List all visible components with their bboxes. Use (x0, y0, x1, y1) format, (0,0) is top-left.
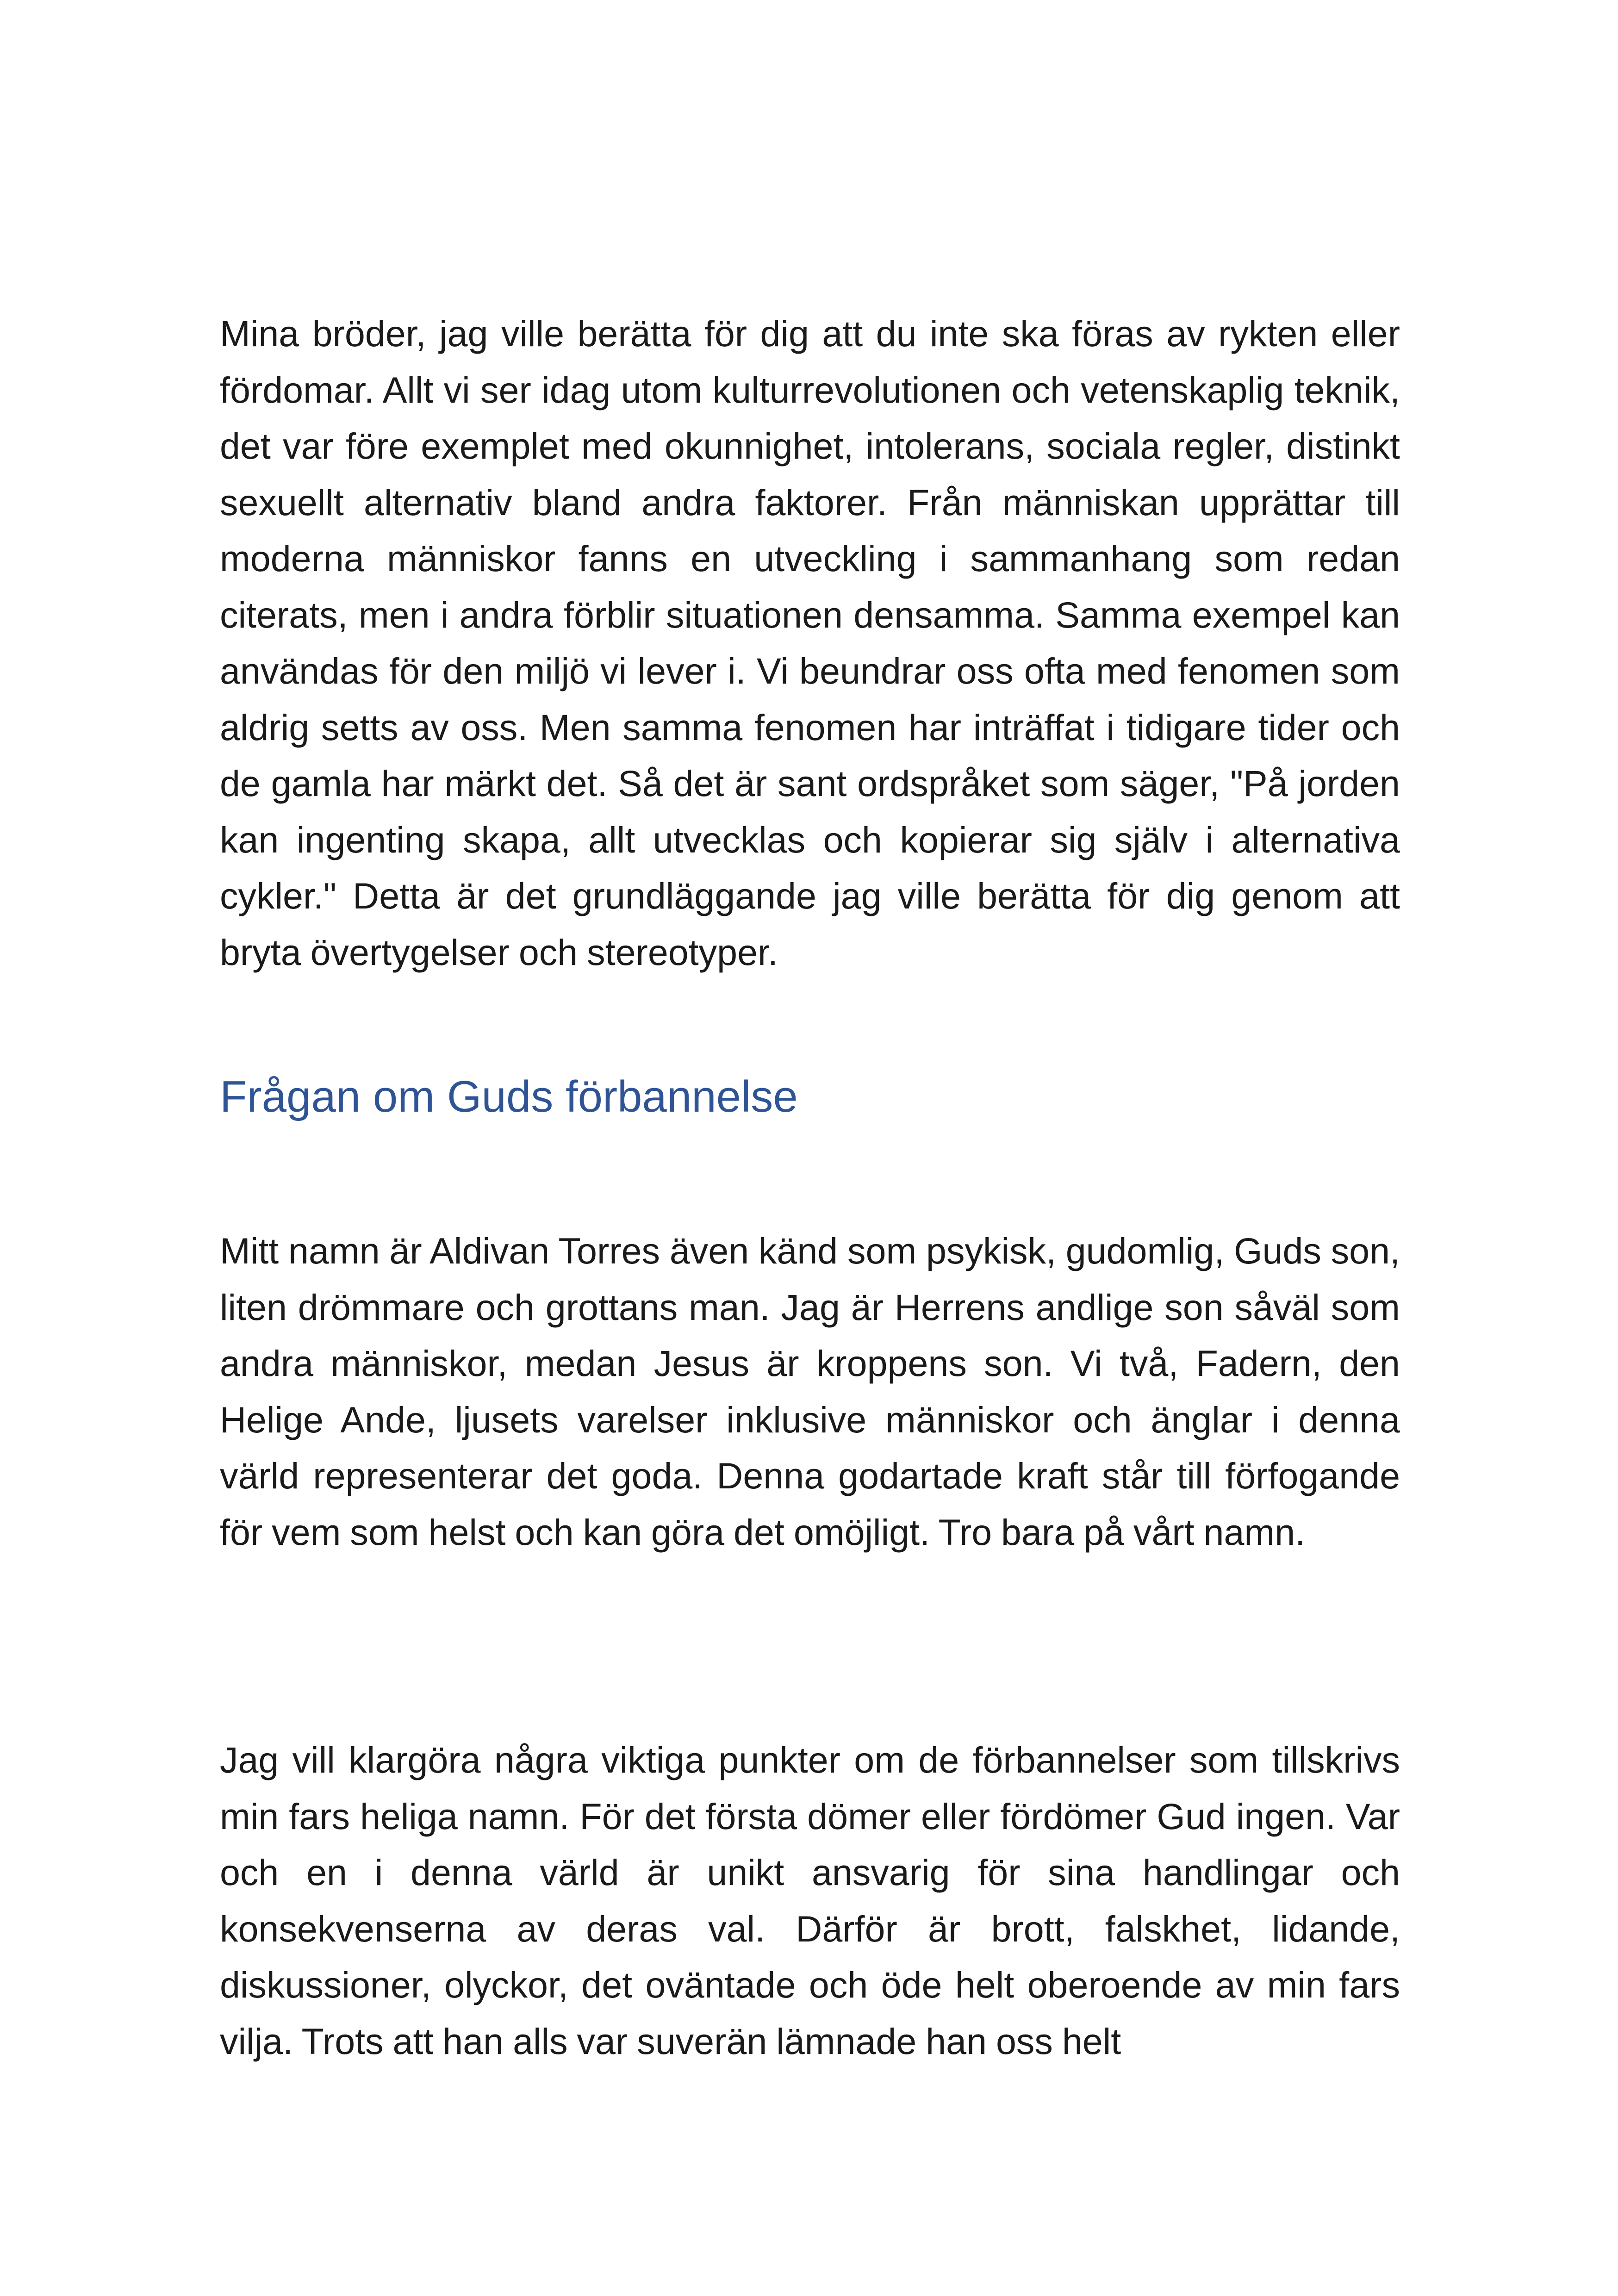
body-paragraph-1: Mina bröder, jag ville berätta för dig att du inte ska föras av rykten eller fördomar. Allt vi ser idag utom kulturrevolutionen och vetenskaplig teknik, det var före exemplet med okunnighet, intolerans, sociala regler, distinkt sexuellt alternativ bland andra faktorer. Från människan upprättar till moderna människor fanns en utveckling i sammanhang som redan citerats, men i andra förblir situationen densamma. Samma exempel kan användas för den miljö vi lever i. Vi beundrar oss ofta med fenomen som aldrig setts av oss. Men samma fenomen har inträffat i tidigare tider och de gamla har märkt det. Så det är sant ordspråket som säger, "På jorden kan ingenting skapa, allt utvecklas och kopierar sig själv i alternativa cykler." Detta är det grundläggande jag ville berätta för dig genom att bryta övertygelser och stereotyper. (220, 313, 1400, 973)
body-paragraph-2: Mitt namn är Aldivan Torres även känd som psykisk, gudomlig, Guds son, liten drömmare och grottans man. Jag är Herrens andlige son såväl som andra människor, medan Jesus är kroppens son. Vi två, Fadern, den Helige Ande, ljusets varelser inklusive människor och änglar i denna värld representerar det goda. Denna godartade kraft står till förfogande för vem som helst och kan göra det omöjligt. Tro bara på vårt namn. (220, 1230, 1400, 1553)
body-paragraph-3: Jag vill klargöra några viktiga punkter om de förbannelser som tillskrivs min fars heliga namn. För det första dömer eller fördömer Gud ingen. Var och en i denna värld är unikt ansvarig för sina handlingar och konsekvenserna av deras val. Därför är brott, falskhet, lidande, diskussioner, olyckor, det oväntade och öde helt oberoende av min fars vilja. Trots att han alls var suverän lämnade han oss helt (220, 1739, 1400, 2062)
section-heading: Frågan om Guds förbannelse (220, 1072, 798, 1121)
